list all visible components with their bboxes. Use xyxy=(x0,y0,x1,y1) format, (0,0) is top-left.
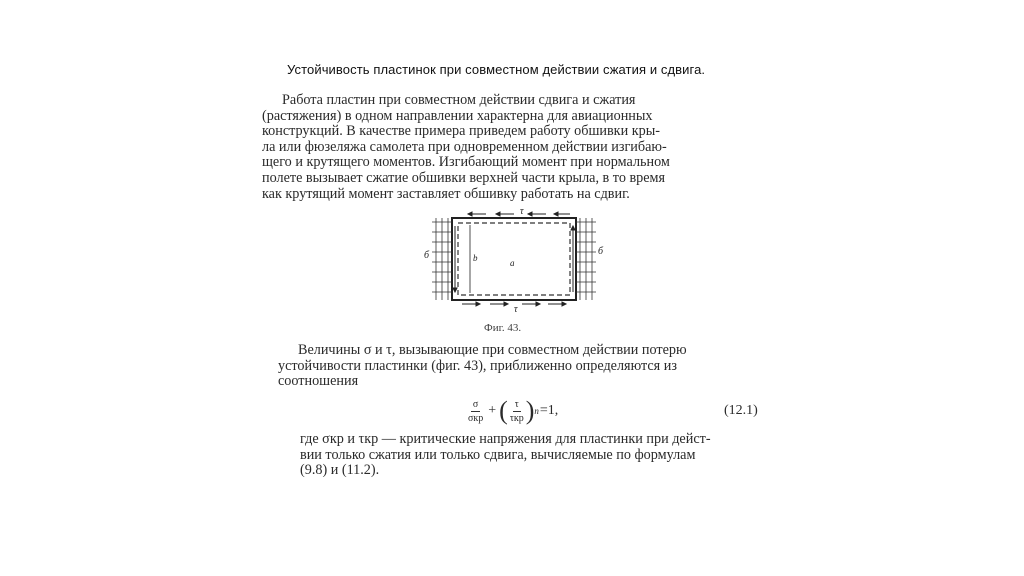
equals-one: =1, xyxy=(539,403,559,418)
fraction-denominator: σкр xyxy=(468,412,484,424)
plus-sign: + xyxy=(488,403,497,418)
paragraph-critical xyxy=(300,432,798,479)
text-line: Работа пластин при совместном действии сдвига и сжатия xyxy=(282,92,636,108)
shear-arrows-top xyxy=(468,212,570,216)
formula-number: (12.1) xyxy=(724,403,758,418)
slide-title: Устойчивость пластинок при совместном действии сжатия и сдвига. xyxy=(287,62,706,77)
label-b-right: б xyxy=(598,246,604,257)
fraction-denominator: τкр xyxy=(509,412,524,424)
label-b-inner: b xyxy=(473,253,478,263)
text-line: конструкций. В качестве примера приведем работу обшивки кры- xyxy=(262,123,660,140)
close-paren: ) xyxy=(525,396,535,425)
label-tau-bottom: τ xyxy=(514,304,518,312)
fraction-sigma xyxy=(468,399,483,424)
paragraph-intro xyxy=(262,93,782,202)
label-b-left: б xyxy=(424,250,430,261)
text-line: соотношения xyxy=(278,373,359,390)
text-line: Величины σ и τ, вызывающие при совместном действии потерю xyxy=(298,342,687,358)
text-line: (9.8) и (11.2). xyxy=(300,462,380,479)
text-line: (растяжения) в одном направлении характерна для авиационных xyxy=(262,107,653,124)
formula-12-1 xyxy=(466,390,558,432)
text-line: полете вызывает сжатие обшивки верхней части крыла, в то время xyxy=(262,169,666,186)
label-tau-top: τ xyxy=(520,206,524,217)
power-exponent: n xyxy=(534,406,539,416)
text-line: устойчивости пластинки (фиг. 43), приближенно определяются из xyxy=(278,357,677,374)
label-a: a xyxy=(510,258,515,268)
paragraph-quantities xyxy=(278,343,783,390)
plate-figure xyxy=(424,206,604,312)
right-load-hatching xyxy=(576,218,596,300)
open-paren: ( xyxy=(499,396,508,425)
fraction-numerator: σ xyxy=(472,398,479,410)
fraction-tau xyxy=(510,399,524,424)
fraction-numerator: τ xyxy=(514,398,519,410)
text-line: ла или фюзеляжа самолета при одновременном действии изгибаю- xyxy=(262,138,667,155)
text-line: щего и крутящего моментов. Изгибающий момент при нормальном xyxy=(262,154,670,171)
text-line: где σкр и τкр — критические напряжения для пластинки при дейст- xyxy=(300,431,711,447)
left-load-hatching xyxy=(432,218,452,300)
figure-caption: Фиг. 43. xyxy=(484,322,522,334)
text-line: вии только сжатия или только сдвига, вычисляемые по формулам xyxy=(300,446,696,463)
text-line: как крутящий момент заставляет обшивку работать на сдвиг. xyxy=(262,185,630,202)
